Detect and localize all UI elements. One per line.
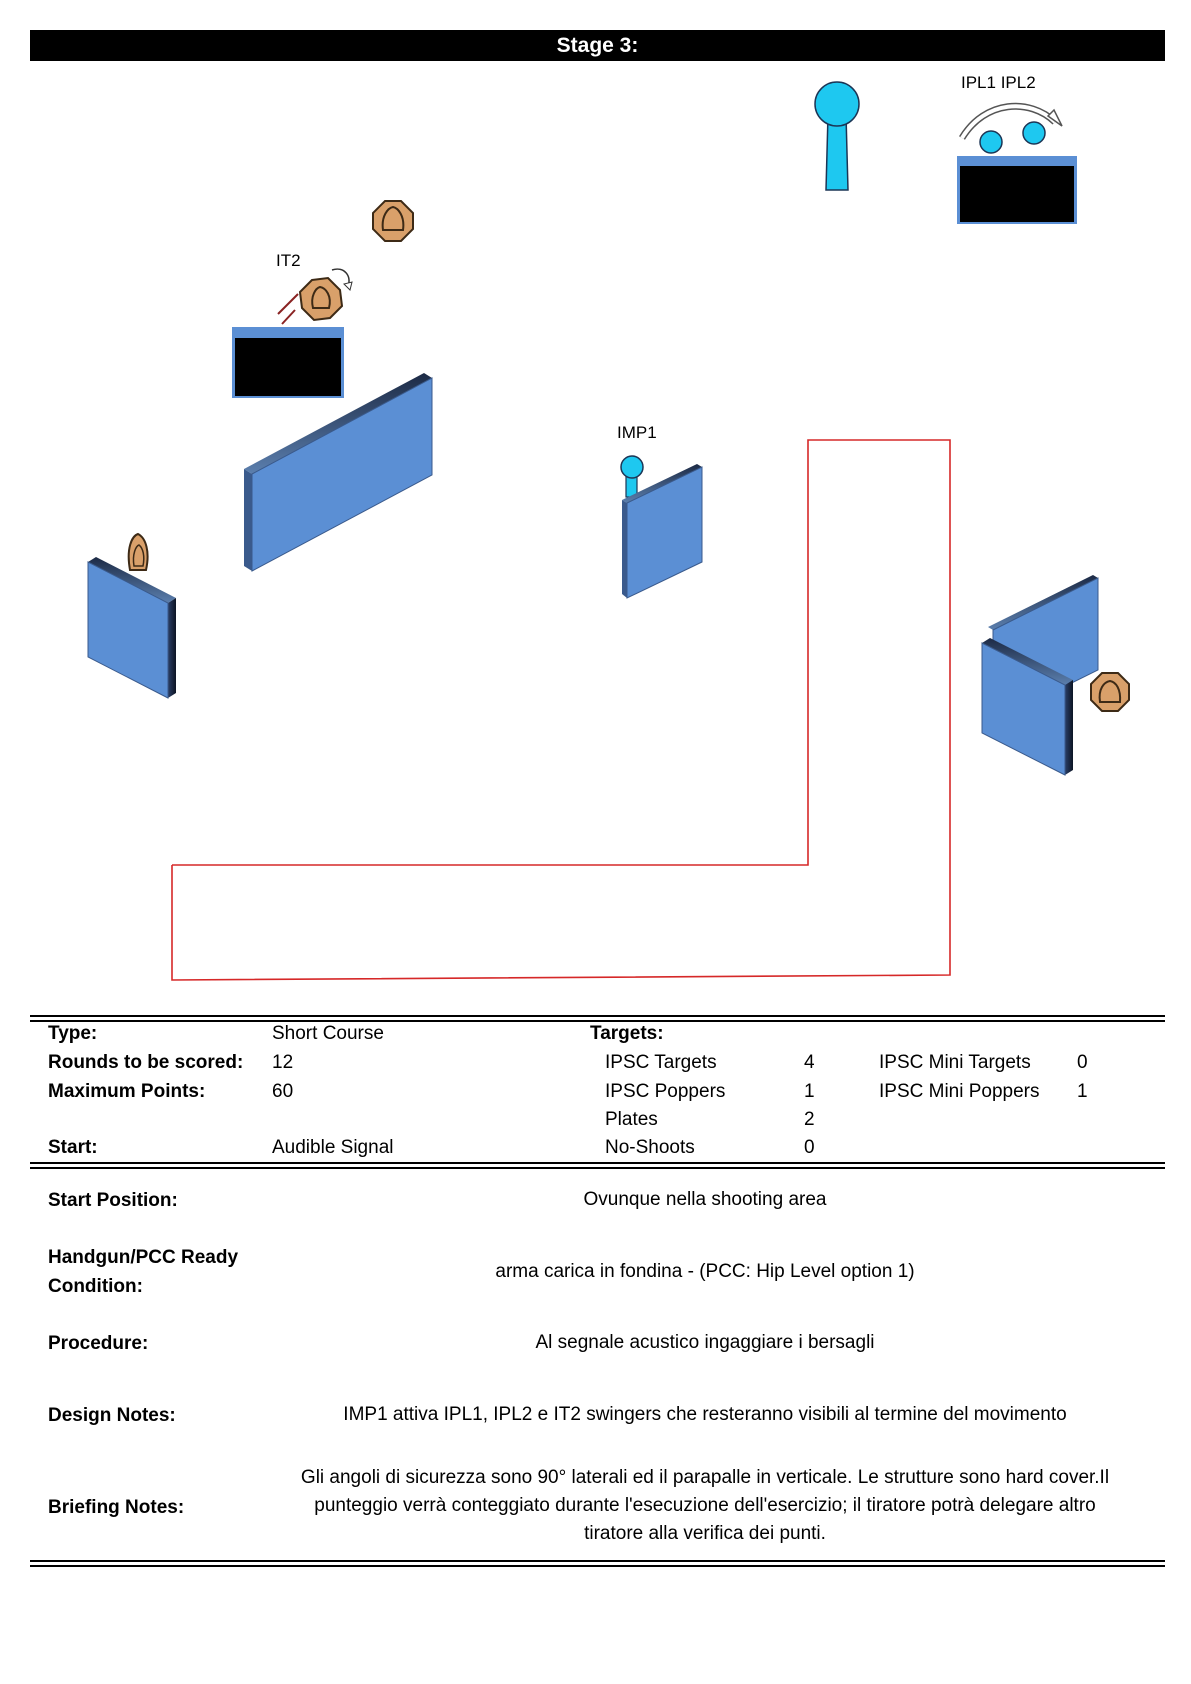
- targets-label: Targets:: [590, 1023, 664, 1044]
- summary-bottom-rule: [30, 1162, 1165, 1169]
- ipsc-target-partial-icon: [129, 534, 148, 570]
- ready-condition-label-1: Handgun/PCC Ready: [48, 1247, 239, 1268]
- cover-box-right: [957, 156, 1077, 224]
- summary-top-rule: [30, 1015, 1165, 1022]
- label-imp1: IMP1: [617, 423, 657, 442]
- target-name: IPSC Targets: [605, 1052, 717, 1073]
- start-position-value: Ovunque nella shooting area: [583, 1189, 827, 1210]
- target-name: No-Shoots: [605, 1137, 695, 1158]
- mini-target-name: IPSC Mini Poppers: [879, 1081, 1040, 1102]
- target-name: IPSC Poppers: [605, 1081, 726, 1102]
- ready-condition-value: arma carica in fondina - (PCC: Hip Level option 1): [495, 1261, 915, 1282]
- barrier-long-wall: [244, 373, 432, 571]
- rounds-value: 12: [272, 1052, 294, 1073]
- design-notes-label: Design Notes:: [48, 1405, 176, 1426]
- target-count: 1: [804, 1081, 815, 1102]
- ipsc-target-icon: [373, 201, 413, 241]
- start-position-label: Start Position:: [48, 1190, 178, 1211]
- barrier-left-wall: [88, 557, 176, 698]
- swinger-plates-icon: [962, 106, 1062, 153]
- target-count: 0: [804, 1137, 815, 1158]
- procedure-label: Procedure:: [48, 1333, 149, 1354]
- max-points-value: 60: [272, 1081, 294, 1102]
- ipsc-target-right-icon: [1091, 673, 1129, 711]
- popper-imp1-icon: [621, 456, 643, 497]
- mini-target-count: 0: [1077, 1052, 1088, 1073]
- start-label: Start:: [48, 1137, 98, 1158]
- swinger-target-icon: [278, 269, 352, 324]
- stage-title: Stage 3:: [30, 30, 1165, 61]
- start-value: Audible Signal: [272, 1137, 394, 1158]
- ready-condition-label-2: Condition:: [48, 1276, 143, 1297]
- briefing-notes-line: punteggio verrà conteggiato durante l'esecuzione dell'esercizio; il tiratore potrà delegare altro: [314, 1495, 1096, 1516]
- barrier-right-corner: [982, 575, 1098, 775]
- target-count: 2: [804, 1109, 815, 1130]
- label-it2: IT2: [276, 251, 301, 270]
- type-value: Short Course: [272, 1023, 384, 1044]
- procedure-value: Al segnale acustico ingaggiare i bersagli: [535, 1332, 875, 1353]
- type-label: Type:: [48, 1023, 98, 1044]
- cover-box-left: [232, 327, 344, 398]
- briefing-notes-line: tiratore alla verifica dei punti.: [584, 1523, 826, 1544]
- rounds-label: Rounds to be scored:: [48, 1052, 244, 1073]
- briefing-notes-label: Briefing Notes:: [48, 1497, 185, 1518]
- target-name: Plates: [605, 1109, 658, 1130]
- mini-target-count: 1: [1077, 1081, 1088, 1102]
- briefing-notes-line: Gli angoli di sicurezza sono 90° laterali ed il parapalle in verticale. Le strutture sono hard cover.Il: [300, 1467, 1110, 1488]
- details-bottom-rule: [30, 1560, 1165, 1567]
- label-ipl: IPL1 IPL2: [961, 73, 1036, 92]
- popper-icon: [815, 82, 859, 190]
- design-notes-value: IMP1 attiva IPL1, IPL2 e IT2 swingers che resteranno visibili al termine del movimento: [343, 1404, 1067, 1425]
- target-count: 4: [804, 1052, 815, 1073]
- max-points-label: Maximum Points:: [48, 1081, 206, 1102]
- mini-target-name: IPSC Mini Targets: [879, 1052, 1031, 1073]
